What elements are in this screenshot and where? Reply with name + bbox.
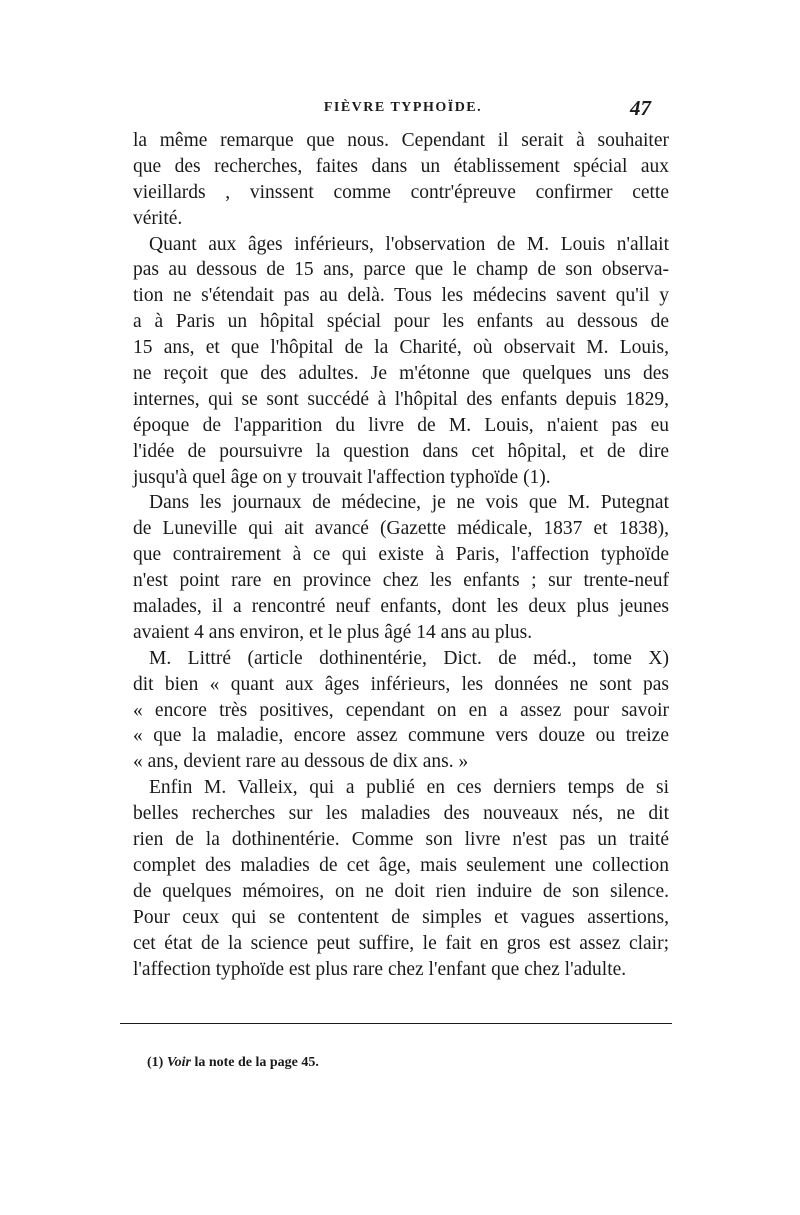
text-line: vérité.	[133, 207, 183, 229]
text-line: pas au dessous de 15 ans, parce que le champ de son observa-	[133, 259, 669, 281]
text-line: cet état de la science peut suffire, le fait en gros est assez clair;	[133, 932, 669, 954]
text-line: 15 ans, et que l'hôpital de la Charité, où observait M. Louis,	[133, 337, 669, 359]
text-line: Pour ceux qui se contentent de simples et vagues assertions,	[133, 906, 669, 928]
text-line: avaient 4 ans environ, et le plus âgé 14 ans au plus.	[133, 621, 533, 643]
text-line: ne reçoit que des adultes. Je m'étonne que quelques uns des	[133, 363, 669, 385]
body-text	[133, 128, 669, 982]
page-number: 47	[630, 96, 651, 120]
text-line: Quant aux âges inférieurs, l'observation de M. Louis n'allait	[149, 233, 669, 255]
text-line: a à Paris un hôpital spécial pour les enfants au dessous de	[133, 311, 669, 333]
text-line: belles recherches sur les maladies des nouveaux nés, ne dit	[133, 803, 669, 825]
footnote-text: la note de la page 45.	[194, 1055, 319, 1070]
text-line: époque de l'apparition du livre de M. Louis, n'aient pas eu	[133, 414, 669, 436]
text-line: l'idée de poursuivre la question dans cet hôpital, et de dire	[133, 440, 669, 462]
text-line: M. Littré (article dothinentérie, Dict. de méd., tome X)	[149, 647, 669, 669]
text-line: tion ne s'étendait pas au delà. Tous les médecins savent qu'il y	[133, 285, 669, 307]
footnote	[147, 1055, 319, 1071]
footnote-rule	[120, 1023, 672, 1024]
text-line: Dans les journaux de médecine, je ne vois que M. Putegnat	[149, 492, 669, 514]
text-line: l'affection typhoïde est plus rare chez l'enfant que chez l'adulte.	[133, 958, 627, 980]
running-title: FIÈVRE TYPHOÏDE.	[323, 100, 483, 115]
text-line: vieillards , vinssent comme contr'épreuve confirmer cette	[133, 181, 669, 203]
text-line: « encore très positives, cependant on en a assez pour savoir	[133, 699, 669, 721]
text-line: internes, qui se sont succédé à l'hôpital des enfants depuis 1829,	[133, 388, 669, 410]
text-line: malades, il a rencontré neuf enfants, dont les deux plus jeunes	[133, 596, 669, 618]
text-line: n'est point rare en province chez les enfants ; sur trente-neuf	[133, 570, 669, 592]
text-line: de Luneville qui ait avancé (Gazette médicale, 1837 et 1838),	[133, 518, 669, 540]
text-line: Enfin M. Valleix, qui a publié en ces derniers temps de si	[149, 777, 669, 799]
text-line: rien de la dothinentérie. Comme son livre n'est pas un traité	[133, 829, 669, 851]
text-line: que contrairement à ce qui existe à Paris, l'affection typhoïde	[133, 544, 669, 566]
text-line: dit bien « quant aux âges inférieurs, les données ne sont pas	[133, 673, 669, 695]
text-line: complet des maladies de cet âge, mais seulement une collection	[133, 854, 669, 876]
text-line: « ans, devient rare au dessous de dix ans. »	[133, 751, 469, 773]
text-line: de quelques mémoires, on ne doit rien induire de son silence.	[133, 880, 669, 902]
footnote-voir: Voir	[166, 1055, 191, 1070]
text-line: jusqu'à quel âge on y trouvait l'affection typhoïde (1).	[133, 466, 551, 488]
text-line: que des recherches, faites dans un établissement spécial aux	[133, 155, 669, 177]
text-line: « que la maladie, encore assez commune vers douze ou treize	[133, 725, 669, 747]
footnote-marker: (1)	[147, 1055, 164, 1070]
text-line: la même remarque que nous. Cependant il serait à souhaiter	[133, 130, 669, 151]
